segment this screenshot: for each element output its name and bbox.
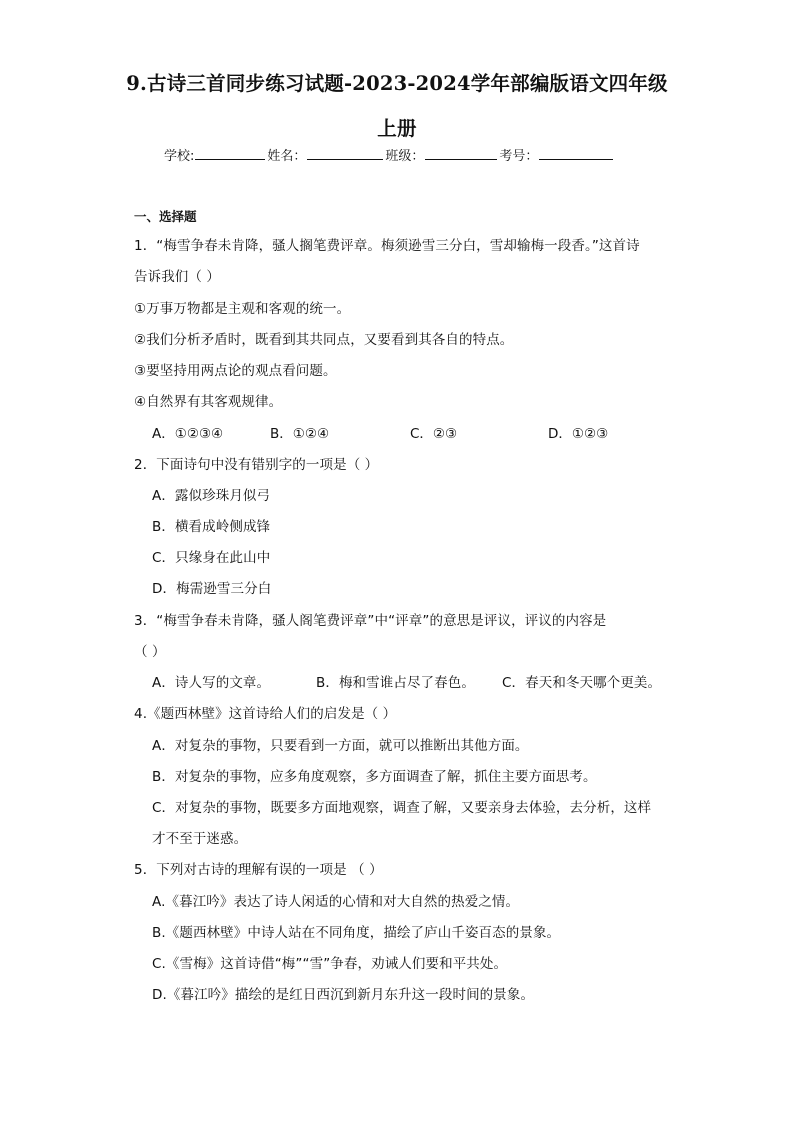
q1-statement-1: ①万事万物都是主观和客观的统一。 bbox=[134, 301, 351, 317]
q5-stem: 5．下列对古诗的理解有误的一项是 （ ） bbox=[134, 862, 383, 878]
q5-option-a[interactable]: A.《暮江吟》表达了诗人闲适的心情和对大自然的热爱之情。 bbox=[152, 894, 520, 910]
name-blank[interactable] bbox=[307, 146, 383, 160]
q2-stem: 2．下面诗句中没有错别字的一项是（ ） bbox=[134, 457, 379, 473]
class-blank[interactable] bbox=[425, 146, 497, 160]
q3-option-c[interactable]: C．春天和冬天哪个更美。 bbox=[502, 675, 662, 691]
q1-statement-3: ③要坚持用两点论的观点看问题。 bbox=[134, 363, 337, 379]
document-title-line-2: 上册 bbox=[377, 117, 417, 140]
q4-option-a[interactable]: A．对复杂的事物，只要看到一方面，就可以推断出其他方面。 bbox=[152, 738, 529, 754]
q2-option-a[interactable]: A．露似珍珠月似弓 bbox=[152, 488, 271, 504]
number-blank[interactable] bbox=[539, 146, 613, 160]
q1-statement-2: ②我们分析矛盾时，既看到其共同点，又要看到其各自的特点。 bbox=[134, 332, 514, 348]
q1-option-a[interactable]: A．①②③④ bbox=[152, 426, 224, 442]
q1-stem-line-2: 告诉我们（ ） bbox=[134, 269, 220, 285]
student-info-line bbox=[164, 145, 615, 164]
q2-option-c[interactable]: C．只缘身在此山中 bbox=[152, 550, 271, 566]
q5-option-c[interactable]: C.《雪梅》这首诗借“梅”“雪”争春，劝诫人们要和平共处。 bbox=[152, 956, 508, 972]
q1-option-b[interactable]: B．①②④ bbox=[270, 426, 330, 442]
school-blank[interactable] bbox=[195, 146, 265, 160]
q1-stem-line-1: 1．“梅雪争春未肯降，骚人搁笔费评章。梅须逊雪三分白，雪却输梅一段香。”这首诗 bbox=[134, 238, 640, 254]
q5-option-b[interactable]: B.《题西林壁》中诗人站在不同角度，描绘了庐山千姿百态的景象。 bbox=[152, 925, 561, 941]
q3-stem-line-1: 3．“梅雪争春未肯降，骚人阁笔费评章”中“评章”的意思是评议，评议的内容是 bbox=[134, 613, 607, 629]
q1-option-c[interactable]: C．②③ bbox=[410, 426, 458, 442]
section-heading: 一、选择题 bbox=[134, 209, 197, 224]
school-label: 学校: bbox=[164, 149, 195, 164]
q3-stem-line-2: （ ） bbox=[134, 644, 166, 660]
q2-option-d[interactable]: D．梅需逊雪三分白 bbox=[152, 581, 272, 597]
q4-option-c-continued: 才不至于迷惑。 bbox=[152, 831, 248, 847]
q1-option-d[interactable]: D．①②③ bbox=[548, 426, 609, 442]
name-label: 姓名： bbox=[267, 149, 307, 164]
q5-option-d[interactable]: D.《暮江吟》描绘的是红日西沉到新月东升这一段时间的景象。 bbox=[152, 987, 535, 1003]
q4-option-c[interactable]: C．对复杂的事物，既要多方面地观察，调查了解，又要亲身去体验，去分析，这样 bbox=[152, 800, 652, 816]
class-label: 班级： bbox=[385, 149, 425, 164]
q3-option-b[interactable]: B．梅和雪谁占尽了春色。 bbox=[316, 675, 475, 691]
q3-option-a[interactable]: A．诗人写的文章。 bbox=[152, 675, 271, 691]
q2-option-b[interactable]: B．横看成岭侧成锋 bbox=[152, 519, 271, 535]
q4-option-b[interactable]: B．对复杂的事物，应多角度观察，多方面调查了解，抓住主要方面思考。 bbox=[152, 769, 597, 785]
q1-statement-4: ④自然界有其客观规律。 bbox=[134, 394, 283, 410]
document-title-line-1: 9.古诗三首同步练习试题-2023-2024学年部编版语文四年级 bbox=[126, 72, 668, 95]
number-label: 考号： bbox=[499, 149, 539, 164]
q4-stem: 4.《题西林壁》这首诗给人们的启发是（ ） bbox=[134, 706, 397, 722]
